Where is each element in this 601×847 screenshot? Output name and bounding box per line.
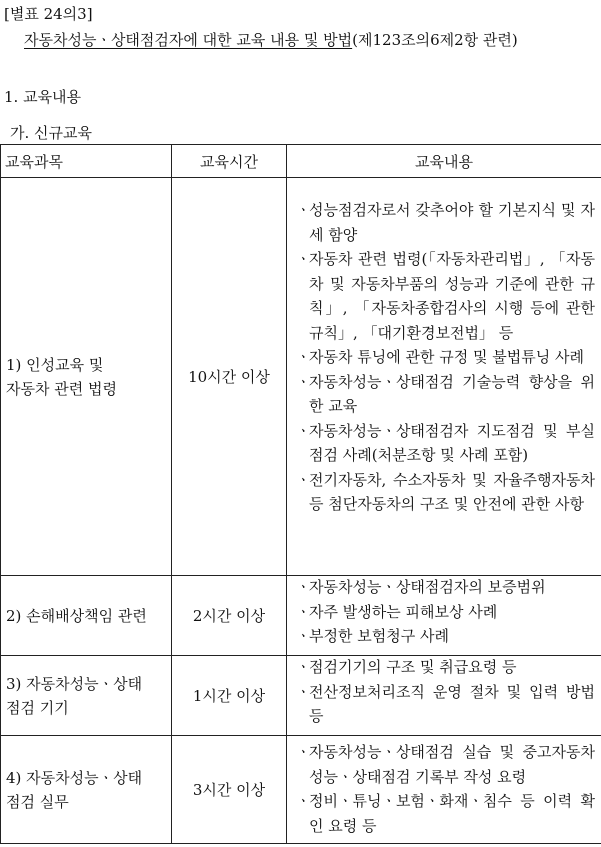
subject-line: 2) 손해배상책임 관련 — [6, 606, 147, 625]
document-title — [24, 29, 518, 50]
curriculum-table — [0, 144, 601, 844]
list-item — [291, 624, 595, 649]
hours-cell: 10시간 이상 — [172, 178, 287, 576]
bullet-mark: ㆍ — [296, 658, 311, 676]
item-text: 자동차성능ㆍ상태점검 기술능력 향상을 위한 교육 — [309, 372, 595, 415]
bullet-mark: ㆍ — [296, 470, 311, 489]
bullet-mark: ㆍ — [296, 372, 311, 391]
table-row — [1, 178, 601, 576]
annex-label: [별표 24의3] — [4, 5, 93, 23]
subject-cell — [1, 178, 172, 576]
item-text: 자동차 관련 법령(「자동차관리법」, 「자동차 및 자동차부품의 성능과 기준에 관한 규칙」, 「자동차종합검사의 시행 등에 관한 규칙」, 「대기환경보전법」 등 — [309, 250, 595, 342]
table-row — [1, 576, 601, 656]
list-item — [291, 789, 595, 838]
list-item — [291, 468, 595, 517]
subject-line: 4) 자동차성능ㆍ상태 — [6, 768, 143, 787]
content-cell — [287, 576, 601, 656]
bullet-mark: ㆍ — [296, 682, 311, 701]
content-cell — [287, 656, 601, 736]
bullet-mark: ㆍ — [296, 627, 311, 645]
list-item — [291, 655, 595, 680]
subject-cell — [1, 736, 172, 844]
subject-line: 자동차 관련 법령 — [6, 379, 117, 398]
item-text: 자동차성능ㆍ상태점검자의 보증범위 — [309, 578, 546, 596]
section-subheading: 가. 신규교육 — [10, 124, 92, 142]
bullet-mark: ㆍ — [296, 421, 311, 440]
item-text: 전기자동차, 수소자동차 및 자율주행자동차 등 첨단자동차의 구조 및 안전에 관한 사항 — [309, 470, 595, 513]
bullet-mark: ㆍ — [296, 250, 311, 268]
hours-cell: 3시간 이상 — [172, 736, 287, 844]
list-item — [291, 680, 595, 729]
bullet-mark: ㆍ — [296, 348, 311, 366]
bullet-mark: ㆍ — [296, 743, 311, 761]
item-text: 부정한 보험청구 사례 — [309, 627, 449, 645]
section-heading: 1. 교육내용 — [4, 88, 82, 106]
subject-line: 1) 인성교육 및 — [6, 355, 104, 374]
list-item — [291, 345, 595, 370]
list-item — [291, 370, 595, 419]
bullet-mark: ㆍ — [296, 201, 311, 219]
item-text: 자동차 튜닝에 관한 규정 및 불법튜닝 사례 — [309, 348, 584, 366]
column-header-content: 교육내용 — [287, 145, 601, 178]
item-text: 자주 발생하는 피해보상 사례 — [309, 602, 498, 621]
item-text: 성능점검자로서 갖추어야 할 기본지식 및 자세 함양 — [309, 201, 595, 244]
table-row — [1, 736, 601, 844]
document-title-reference: (제123조의6제2항 관련) — [352, 31, 518, 49]
subject-cell — [1, 576, 172, 656]
bullet-mark: ㆍ — [296, 602, 311, 621]
item-text: 정비ㆍ튜닝ㆍ보험ㆍ화재ㆍ침수 등 이력 확인 요령 등 — [309, 792, 595, 835]
hours-cell: 1시간 이상 — [172, 656, 287, 736]
subject-line: 점검 실무 — [6, 792, 69, 811]
content-cell — [287, 736, 601, 844]
item-text: 전산정보처리조직 운영 절차 및 입력 방법 등 — [309, 682, 595, 725]
list-item — [291, 740, 595, 789]
document-title-main: 자동차성능ㆍ상태점검자에 대한 교육 내용 및 방법 — [24, 31, 353, 49]
item-text: 자동차성능ㆍ상태점검자 지도점검 및 부실점검 사례(처분조항 및 사례 포함) — [309, 421, 595, 464]
subject-cell — [1, 656, 172, 736]
item-text: 점검기기의 구조 및 취급요령 등 — [309, 658, 517, 676]
subject-line: 3) 자동차성능ㆍ상태 — [6, 674, 143, 693]
table-header-row — [1, 145, 601, 178]
hours-cell: 2시간 이상 — [172, 576, 287, 656]
item-text: 자동차성능ㆍ상태점검 실습 및 중고자동차성능ㆍ상태점검 기록부 작성 요령 — [309, 743, 595, 786]
bullet-mark: ㆍ — [296, 792, 311, 810]
list-item — [291, 247, 595, 345]
bullet-mark: ㆍ — [296, 578, 311, 596]
list-item — [291, 575, 595, 600]
column-header-hours: 교육시간 — [172, 145, 287, 178]
column-header-subject: 교육과목 — [1, 145, 172, 178]
list-item — [291, 419, 595, 468]
content-cell — [287, 178, 601, 576]
table-row — [1, 656, 601, 736]
subject-line: 점검 기기 — [6, 698, 69, 717]
list-item — [291, 600, 595, 625]
list-item — [291, 198, 595, 247]
